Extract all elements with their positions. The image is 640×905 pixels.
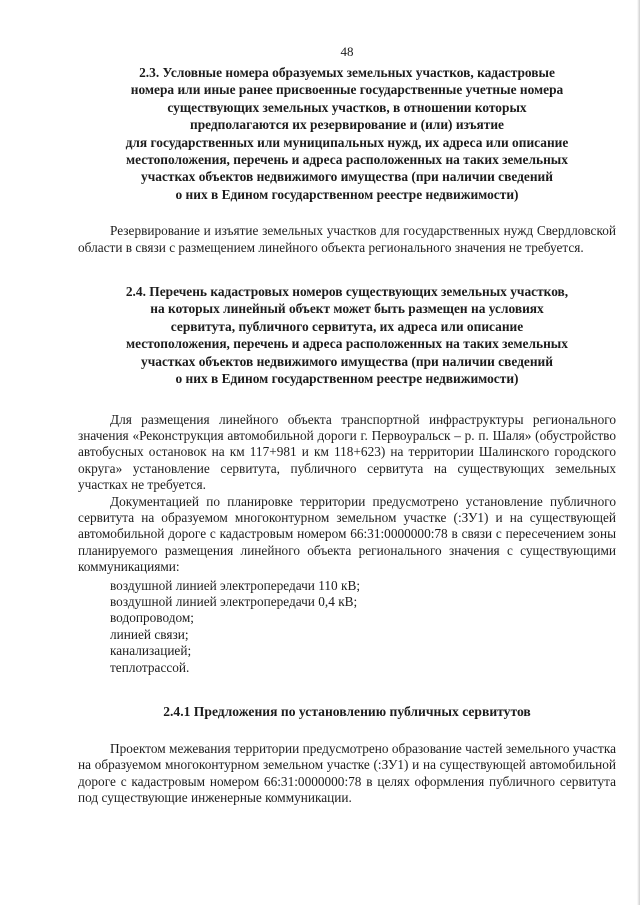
section-2-4-heading: [78, 283, 616, 387]
list-item: теплотрассой.: [110, 659, 190, 675]
heading-line: 2.4. Перечень кадастровых номеров существующих земельных участков,: [125, 284, 569, 300]
heading-line: о них в Едином государственном реестре недвижимости): [175, 186, 519, 202]
utilities-list: [78, 578, 616, 676]
heading-line: участках объектов недвижимого имущества (при наличии сведений: [141, 353, 553, 369]
heading-line: номера или иные ранее присвоенные государственные учетные номера: [130, 82, 564, 98]
list-item: водопроводом;: [110, 610, 195, 626]
heading-line: местоположения, перечень и адреса расположенных на таких земельных: [126, 152, 568, 168]
heading-line: местоположения, перечень и адреса расположенных на таких земельных: [126, 336, 568, 352]
heading-line: на которых линейный объект может быть размещен на условиях: [150, 301, 544, 317]
section-2-4-1-paragraph: Проектом межевания территории предусмотрено образование частей земельного участка на образуемом многоконтурном земельном участке (:ЗУ1) и на существующей автомобильной дороге с кадастровым номером 66:31:0000000:78 в целях оформления публичного сервитута под существующие инженерные коммуникации.: [78, 741, 616, 806]
heading-line: о них в Едином государственном реестре недвижимости): [175, 371, 519, 387]
list-item: канализацией;: [110, 643, 192, 659]
page-number: 48: [340, 44, 354, 59]
heading-line: сервитута, публичного сервитута, их адреса или описание: [170, 318, 524, 334]
list-item: воздушной линией электропередачи 110 кВ;: [110, 577, 361, 593]
heading-line: существующих земельных участков, в отношении которых: [167, 99, 527, 115]
heading-line: участках объектов недвижимого имущества (при наличии сведений: [141, 169, 553, 185]
section-2-4-paragraph-2: Документацией по планировке территории предусмотрено установление публичного сервитута на образуемом многоконтурном земельном участке (:ЗУ1) и на существующей автомобильной дороге с кадастровым номером 66:31:0000000:78 в связи с пересечением зоны планируемого размещения линейного объекта регионального значения с существующими коммуникациями:: [78, 493, 616, 575]
list-item: воздушной линией электропередачи 0,4 кВ;: [110, 593, 358, 609]
heading-line: для государственных или муниципальных нужд, их адреса или описание: [125, 134, 569, 150]
heading-line: 2.3. Условные номера образуемых земельных участков, кадастровые: [139, 65, 555, 80]
heading-line: предполагаются их резервирование и (или) изъятие: [189, 117, 504, 133]
section-2-3-paragraph: Резервирование и изъятие земельных участков для государственных нужд Свердловской области в связи с размещением линейного объекта регионального значения не требуется.: [78, 223, 616, 255]
section-2-3-heading: [78, 64, 616, 203]
section-2-4-paragraph-1: Для размещения линейного объекта транспортной инфраструктуры регионального значения «Реконструкция автомобильной дороги г. Первоуральск – р. п. Шаля» (обустройство автобусных остановок на км 117+981 и км 118+623) на территории Шалинского городского округа» установление сервитута, публичного сервитута на существующих земельных участках не требуется.: [78, 411, 616, 493]
list-item: линией связи;: [110, 626, 189, 642]
section-2-4-1-heading: 2.4.1 Предложения по установлению публичных сервитутов: [163, 704, 531, 719]
